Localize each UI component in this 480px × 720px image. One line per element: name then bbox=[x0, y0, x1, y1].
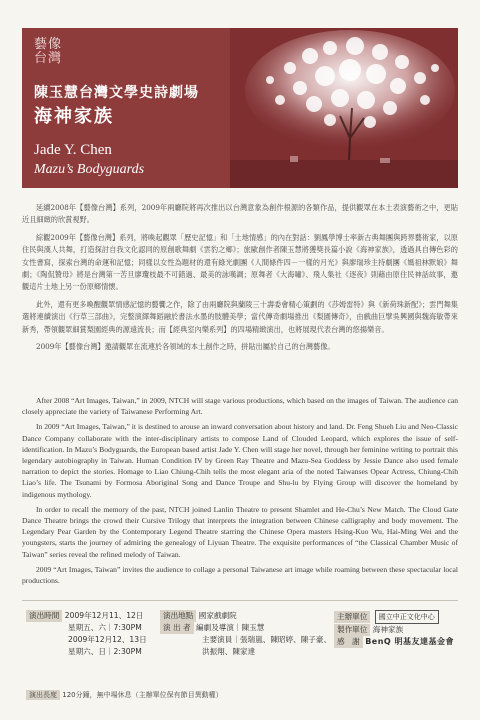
performance-time-block bbox=[26, 610, 156, 658]
performer-3: 洪振翔、陳家達 bbox=[202, 647, 256, 656]
performer-1: 編劇及導演｜陳玉慧 bbox=[196, 623, 265, 632]
host-label: 主辦單位 bbox=[334, 611, 370, 623]
zh-paragraph: 此外，還有更多喚醒觀眾情感記憶的藝饗之作，除了由兩廳院與蘭陵三十壽委會精心策劃的《莎姆雷特》與《新荷珠新配》；雲門舞集選將連續演出《行草三部曲》，完整演繹舞蹈融於書法水墨的肢體美學；當代傳奇劇場推出《梨園傳奇》，由戲曲巨擘吳興國與魏海敏帶來新秀，帶領觀眾細賞梨園經典的源遠流長；而【經典室內樂系列】的四場精緻演出，也將展現代表台灣的悠揚樂音。 bbox=[22, 299, 458, 334]
performer-label: 演 出 者 bbox=[160, 622, 194, 634]
en-paragraph: After 2008 “Art Images, Taiwan,” in 2009, NTCH will stage various productions, which based on the images of Taiwan. The audience can closely appreciate the variety of Taiwanese Performing Art. bbox=[22, 396, 458, 417]
en-paragraph: In order to recall the memory of the past, NTCH joined Lanlin Theatre to present Shamlet and He-Chu’s New Match. The Cloud Gate Dance Theatre brings the crowd their Cursive Trilogy that interprets the integration between Chinese calligraphy and body movement. The Legendary Pear Garden by the Contemporary Legend Theatre starring the Chinese Opera masters Hsing-Kuo Wu, Hai-Ming Wei and the youngsters, starts the journey of admiring the genealogy of Liyuan Theatre. The exquisite performances of “the Classical Chamber Music of Taiwan” series reveal the refined melody of Taiwan. bbox=[22, 504, 458, 559]
time-2-day: 星期六、日｜2:30PM bbox=[68, 647, 142, 656]
en-paragraph: In 2009 “Art Images, Taiwan,” it is destined to arouse an inward conversation about history and land. Dr. Feng Shueh Liu and Neo-Classic Dance Company collaborate with the inter-disciplinary artists to compose Land of Clouded Leopard, which explores the issue of self-identification. In Mazu’s Bodyguards, the European based artist Jade Y. Chen will stage her novel, through her feminine writing to portrait this legendary autobiography in Taiwan. Human Condition IV by Green Ray Theatre and Mazu-Sea Goddess by Jessie Dance also used female narration to depict the stories. Homage to Liao Chiung-Chih tells the most elegant aria of the noted Taiwanses Opear Actress, Chiung-Chih Liao’s life. The Tsunami by Formosa Aboriginal Song and Dance Troupe and Shu-lu by Flying Group will discover the homeland by indigenous mythology. bbox=[22, 422, 458, 499]
ntch-logo: 國立中正文化中心 bbox=[375, 610, 439, 624]
thanks-label: 感 謝 bbox=[334, 636, 363, 648]
footer-divider bbox=[22, 600, 458, 601]
organizer-block bbox=[334, 610, 464, 648]
hero-banner bbox=[22, 28, 458, 188]
art-images-taiwan-logo bbox=[34, 38, 76, 66]
en-paragraph: 2009 “Art Images, Taiwan” invites the audience to collage a personal Taiwanese art image while roaming between these spectacular local productions. bbox=[22, 564, 458, 586]
subtitle-zh: 海神家族 bbox=[34, 106, 114, 127]
performer-2: 主要演員｜張瑞嵐、陳昭婷、陳子豪、 bbox=[202, 635, 332, 644]
producer-value: 海神家族 bbox=[372, 625, 404, 634]
zh-paragraph: 延續2008年【藝像台灣】系列，2009年兩廳院將再次推出以台灣意象為創作根源的各類作品，提供觀眾在本土表演藝術之中，更貼近且細緻的欣賞視野。 bbox=[22, 203, 458, 225]
benq-logo: BenQ 明基友達基金會 bbox=[365, 637, 455, 646]
blossom-tree-image bbox=[230, 28, 458, 188]
time-2: 2009年12月12、13日 bbox=[68, 635, 147, 644]
venue-performer-block bbox=[160, 610, 330, 658]
hero-text-panel bbox=[22, 28, 230, 188]
time-label: 演出時間 bbox=[26, 610, 62, 622]
performance-length bbox=[26, 690, 223, 700]
title-zh: 陳玉慧台灣文學史詩劇場 bbox=[34, 85, 199, 101]
title-en: Jade Y. Chen bbox=[34, 142, 112, 158]
length-label: 演出長度 bbox=[26, 690, 60, 700]
subtitle-en: Mazu’s Bodyguards bbox=[34, 162, 145, 177]
venue-value: 國家戲劇院 bbox=[198, 611, 237, 620]
producer-label: 製作單位 bbox=[334, 624, 370, 636]
time-1: 2009年12月11、12日 bbox=[64, 611, 144, 620]
logo-line-2: 台灣 bbox=[34, 51, 63, 66]
logo-line-1: 藝像 bbox=[34, 37, 63, 52]
english-introduction bbox=[22, 395, 458, 590]
zh-paragraph: 2009年【藝像台灣】邀請觀眾在流連於各領域的本土創作之時，拼貼出屬於自己的台灣藝像。 bbox=[36, 342, 335, 352]
chinese-introduction bbox=[22, 202, 458, 358]
time-1-day: 星期五、六｜7:30PM bbox=[68, 623, 142, 632]
length-value: 120分鐘，無中場休息（主辦單位保有節目異動權） bbox=[62, 691, 223, 699]
venue-label: 演出地點 bbox=[160, 610, 196, 622]
zh-paragraph: 綜觀2009年【藝像台灣】系列，將喚起觀眾「歷史記憶」和「土地情感」的內在對話：劉鳳學博士率新古典舞團與跨界藝術家，以原住民與漢人共舞，打造探討自我文化認同的原創歌舞劇《雲豹之鄉》；旅歐創作者陳玉慧將獲獎長篇小說《海神家族》，透過具自傳色彩的女性書寫，探索台灣的命運和記憶；同樣以女性為題材的還有綠光劇團《人間條件四－一樣的月光》與廖瑞珍主持劇團《媽祖林默娘》舞劇；《陶侃贊母》將是台灣第一苦旦廖瓊枝最不可錯過、最美的詠嘆調；原舞者《大海嘯》、飛人集社《逐夜》則藉由原住民神話故事，邀觀這片土地上另一份原鄉情懷。 bbox=[22, 232, 458, 292]
